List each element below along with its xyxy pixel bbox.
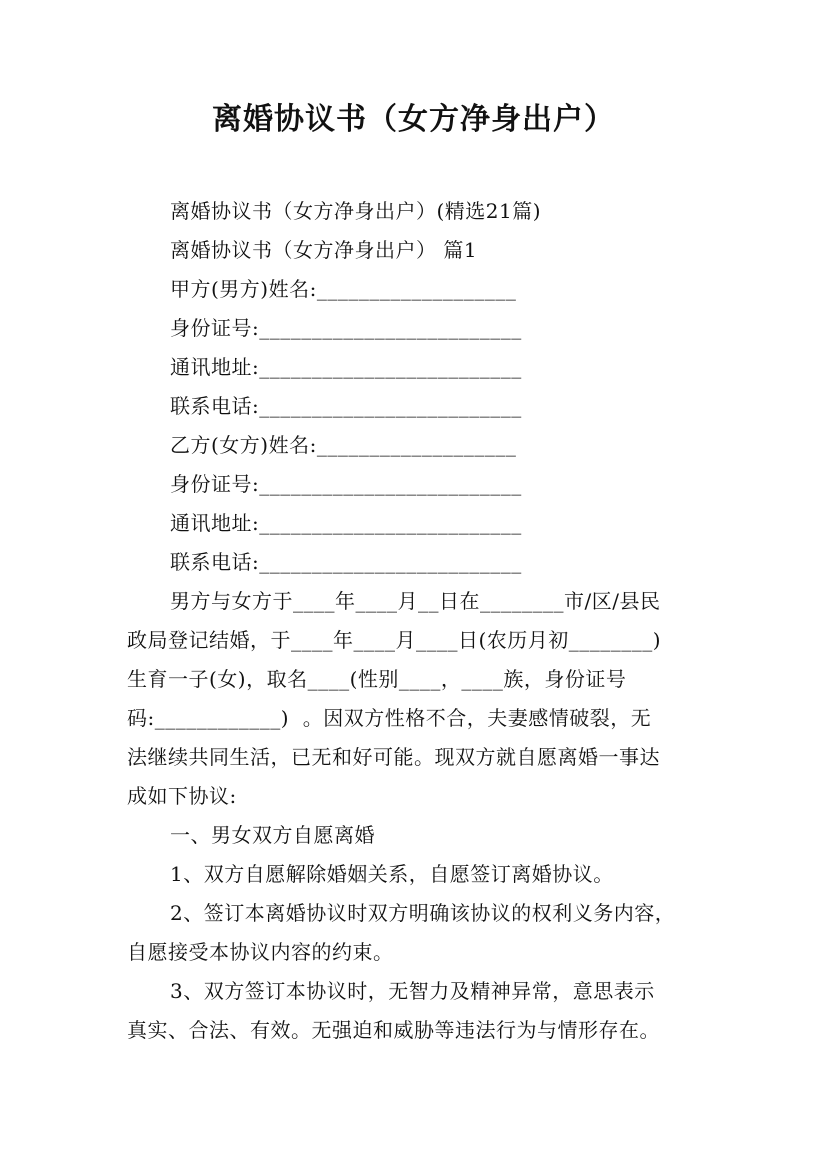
clause-item-continued: 自愿接受本协议内容的约束。 bbox=[127, 940, 394, 964]
clause-heading: 一、男女双方自愿离婚 bbox=[170, 823, 375, 847]
form-field-line: 通讯地址:_________________________ bbox=[170, 511, 522, 535]
form-field-line: 联系电话:_________________________ bbox=[170, 394, 522, 418]
form-field-line: 甲方(男方)姓名:___________________ bbox=[170, 277, 517, 301]
clause-item: 1、双方自愿解除婚姻关系，自愿签订离婚协议。 bbox=[170, 862, 614, 886]
document-title: 离婚协议书（女方净身出户） bbox=[212, 102, 615, 137]
clause-item-continued: 真实、合法、有效。无强迫和威胁等违法行为与情形存在。 bbox=[127, 1018, 660, 1042]
paragraph-line: 政局登记结婚，于____年____月____日(农历月初________) bbox=[127, 628, 662, 652]
form-field-line: 身份证号:_________________________ bbox=[170, 472, 522, 496]
section-heading: 离婚协议书（女方净身出户） 篇1 bbox=[170, 238, 478, 262]
form-field-line: 联系电话:_________________________ bbox=[170, 550, 522, 574]
clause-item: 3、双方签订本协议时，无智力及精神异常，意思表示 bbox=[170, 979, 655, 1003]
clause-item: 2、签订本离婚协议时双方明确该协议的权利义务内容， bbox=[170, 901, 676, 925]
paragraph-line: 男方与女方于____年____月__日在________市/区/县民 bbox=[170, 589, 661, 613]
form-field-line: 通讯地址:_________________________ bbox=[170, 355, 522, 379]
form-field-line: 身份证号:_________________________ bbox=[170, 316, 522, 340]
document-subtitle: 离婚协议书（女方净身出户）(精选21篇) bbox=[170, 199, 542, 223]
paragraph-line: 法继续共同生活，已无和好可能。现双方就自愿离婚一事达 bbox=[127, 745, 660, 769]
paragraph-line: 码:____________) 。因双方性格不合，夫妻感情破裂，无 bbox=[127, 706, 652, 730]
paragraph-line: 成如下协议: bbox=[127, 784, 237, 808]
form-field-line: 乙方(女方)姓名:___________________ bbox=[170, 433, 517, 457]
paragraph-line: 生育一子(女)，取名____(性别____，____族，身份证号 bbox=[127, 667, 627, 691]
